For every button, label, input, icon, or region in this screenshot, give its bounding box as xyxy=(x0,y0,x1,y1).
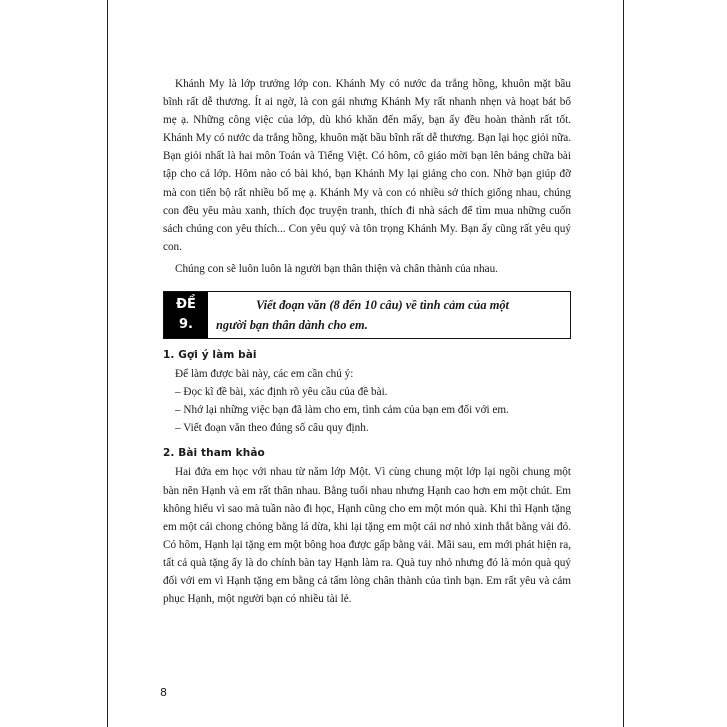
section1-intro: Để làm được bài này, các em cần chú ý: xyxy=(175,368,354,381)
exercise-box xyxy=(163,291,571,339)
section2-heading: 2. Bài tham khảo xyxy=(163,447,265,460)
page-content xyxy=(163,75,571,608)
page-number: 8 xyxy=(160,686,167,699)
exercise-prompt-line2: người bạn thân dành cho em. xyxy=(216,318,368,333)
closing-paragraph: Chúng con sẽ luôn luôn là người bạn thân thiện và chân thành của nhau. xyxy=(175,262,498,275)
section1-bullet-1: – Đọc kĩ đề bài, xác định rõ yêu cầu của đề bài. xyxy=(175,386,388,399)
exercise-label-line2: 9. xyxy=(179,317,193,333)
section1-heading: 1. Gợi ý làm bài xyxy=(163,349,257,362)
section1-bullet-2: – Nhớ lại những việc bạn đã làm cho em, tình cảm của bạn em đối với em. xyxy=(175,404,509,417)
exercise-prompt xyxy=(208,292,570,338)
exercise-label-line1: ĐỀ xyxy=(176,297,196,313)
intro-paragraph: Khánh My là lớp trưởng lớp con. Khánh My có nước da trắng hồng, khuôn mặt bầu bĩnh rất dễ thương. Ít ai ngờ, là con gái nhưng Khánh My rất nhanh nhẹn và hoạt bát bố mẹ ạ. Những công việc của lớp, dù khó khăn đến mấy, bạn ấy đều hoàn thành rất tốt. Khánh My có nước da trắng hồng, khuôn mặt bầu bĩnh rất dễ thương. Bạn lại học giỏi nữa. Bạn giỏi nhất là hai môn Toán và Tiếng Việt. Có hôm, cô giáo mời bạn lên bảng chữa bài tập cho cả lớp. Hôm nào có bài khó, bạn Khánh My lại giảng cho con. Nhờ bạn giúp đỡ mà con tiến bộ rất nhiều bố mẹ ạ. Khánh My và con có nhiều sở thích giống nhau, chúng con đều yêu màu xanh, thích đọc truyện tranh, thích đi nhà sách để tìm mua những cuốn sách chúng con yêu thích... Con yêu quý và tôn trọng Khánh My. Bạn ấy cũng rất yêu quý con. xyxy=(163,78,571,253)
exercise-label xyxy=(164,292,208,338)
section1-bullet-3: – Viết đoạn văn theo đúng số câu quy định. xyxy=(175,422,369,435)
exercise-prompt-line1: Viết đoạn văn (8 đến 10 câu) về tình cảm của một xyxy=(256,298,509,313)
section2-paragraph: Hai đứa em học với nhau từ năm lớp Một. Vì cùng chung một lớp lại ngồi chung một bàn nên Hạnh và em rất thân nhau. Bằng tuổi nhau nhưng Hạnh cao hơn em một chút. Em không hiểu vì sao mà tuần nào đi học, Hạnh cũng cho em một món quà. Khi thì Hạnh tặng em một cái chong chóng bằng lá dừa, khi lại tặng em một cái nơ nhỏ xinh thắt bằng vải đỏ. Có hôm, Hạnh lại tặng em một bông hoa được gấp bằng vải. Mãi sau, em mới phát hiện ra, tất cả quà tặng ấy là do chính bàn tay Hạnh làm ra. Quà tuy nhỏ nhưng đó là món quà quý đối với em vì Hạnh tặng em bằng cả tấm lòng chân thành của tình bạn. Em rất yêu và cảm phục Hạnh, một người bạn có nhiều tài lẻ. xyxy=(163,466,571,606)
